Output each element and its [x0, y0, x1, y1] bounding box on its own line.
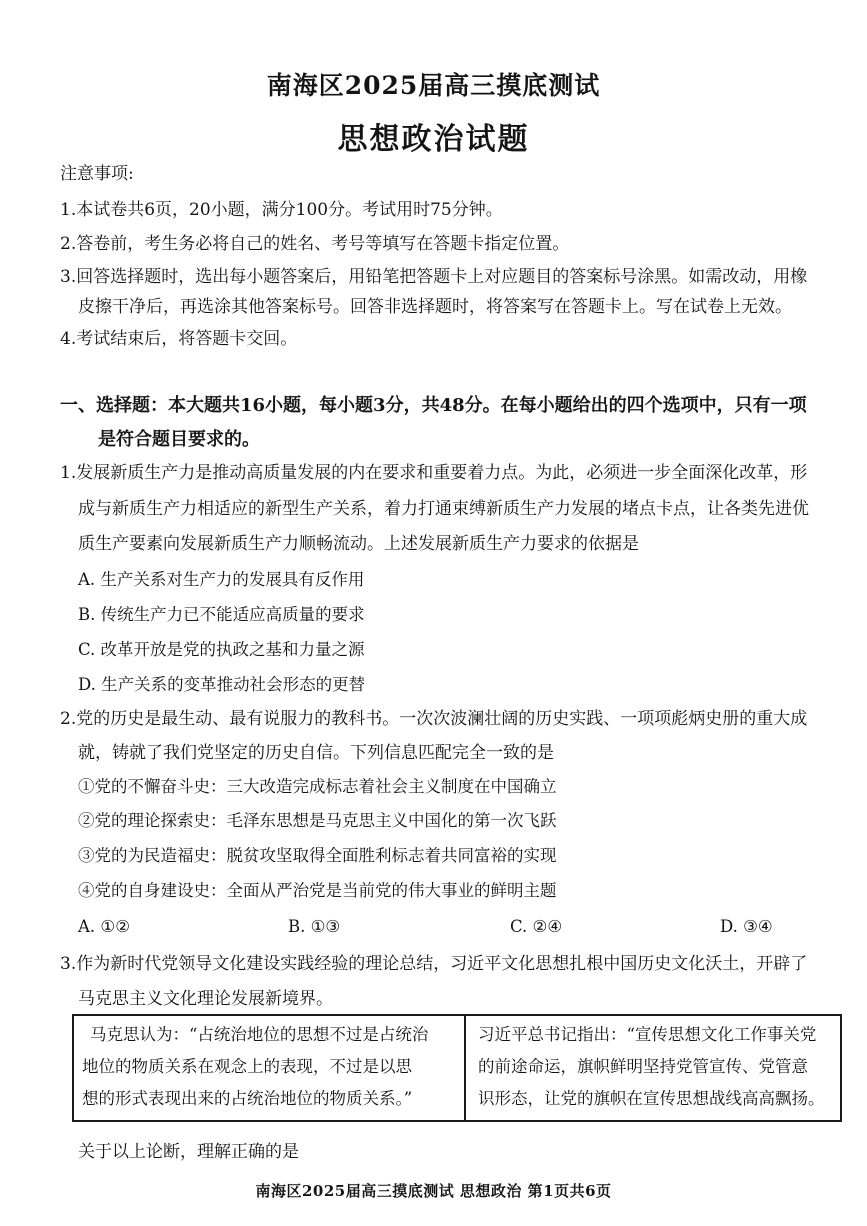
question-2-stem: 2.党的历史是最生动、最有说服力的教科书。一次次波澜壮阔的历史实践、一项项彪炳史册的重大成: [60, 709, 808, 729]
notes-heading: 注意事项:: [60, 164, 134, 184]
question-1-stem: 质生产要素向发展新质生产力顺畅流动。上述发展新质生产力要求的依据是: [78, 534, 639, 554]
question-2-choice-a: A. ①②: [78, 917, 130, 936]
quote-box: [72, 1014, 842, 1122]
note-line: 皮擦干净后，再选涂其他答案标号。回答非选择题时，将答案写在答题卡上。写在试卷上无效。: [78, 297, 792, 317]
section-heading: 一、选择题：本大题共16小题，每小题3分，共48分。在每小题给出的四个选项中，只有一项: [60, 395, 807, 416]
question-2-choice-b: B. ①③: [288, 917, 341, 936]
note-line: 2.答卷前，考生务必将自己的姓名、考号等填写在答题卡指定位置。: [60, 234, 570, 254]
exam-title: 南海区2025届高三摸底测试: [266, 71, 601, 100]
question-2-item: ③党的为民造福史：脱贫攻坚取得全面胜利标志着共同富裕的实现: [78, 846, 557, 865]
quote-left-line: 马克思认为：“占统治地位的思想不过是占统治: [90, 1025, 429, 1044]
question-1-option-b: B. 传统生产力已不能适应高质量的要求: [78, 605, 365, 624]
question-1-option-c: C. 改革开放是党的执政之基和力量之源: [78, 640, 365, 659]
question-1-option-d: D. 生产关系的变革推动社会形态的更替: [78, 675, 366, 694]
question-2-item: ②党的理论探索史：毛泽东思想是马克思主义中国化的第一次飞跃: [78, 811, 557, 830]
question-2-choice-c: C. ②④: [510, 917, 563, 936]
question-2-choice-d: D. ③④: [720, 917, 773, 936]
page-footer: 南海区2025届高三摸底测试 思想政治 第1页共6页: [255, 1182, 612, 1200]
note-line: 3.回答选择题时，选出每小题答案后，用铅笔把答题卡上对应题目的答案标号涂黑。如需改动，用橡: [60, 267, 808, 287]
question-2-item: ①党的不懈奋斗史：三大改造完成标志着社会主义制度在中国确立: [78, 777, 557, 796]
question-1-stem: 成与新质生产力相适应的新型生产关系，着力打通束缚新质生产力发展的堵点卡点，让各类先进优: [78, 499, 809, 519]
quote-left-line: 地位的物质关系在观念上的表现，不过是以思: [82, 1057, 412, 1076]
section-heading-cont: 是符合题目要求的。: [98, 429, 260, 450]
question-1-option-a: A. 生产关系对生产力的发展具有反作用: [78, 570, 365, 589]
question-3-stem: 3.作为新时代党领导文化建设实践经验的理论总结，习近平文化思想扎根中国历史文化沃土，开辟了: [60, 954, 808, 974]
question-3-stem: 马克思主义文化理论发展新境界。: [78, 989, 333, 1009]
question-1-stem: 1.发展新质生产力是推动高质量发展的内在要求和重要着力点。为此，必须进一步全面深化改革，形: [60, 463, 808, 483]
quote-right-line: 习近平总书记指出：“宣传思想文化工作事关党: [478, 1025, 817, 1044]
quote-divider: [464, 1016, 466, 1120]
question-2-item: ④党的自身建设史：全面从严治党是当前党的伟大事业的鲜明主题: [78, 881, 557, 900]
note-line: 1.本试卷共6页，20小题，满分100分。考试用时75分钟。: [60, 200, 503, 220]
question-2-stem: 就，铸就了我们党坚定的历史自信。下列信息匹配完全一致的是: [78, 743, 554, 763]
quote-left-line: 想的形式表现出来的占统治地位的物质关系。”: [82, 1089, 413, 1108]
question-3-prompt: 关于以上论断，理解正确的是: [78, 1142, 299, 1162]
subject-title: 思想政治试题: [337, 122, 530, 157]
quote-right-line: 的前途命运，旗帜鲜明坚持党管宣传、党管意: [478, 1057, 808, 1076]
note-line: 4.考试结束后，将答题卡交回。: [60, 329, 298, 349]
quote-right-line: 识形态，让党的旗帜在宣传思想战线高高飘扬。: [478, 1089, 825, 1108]
